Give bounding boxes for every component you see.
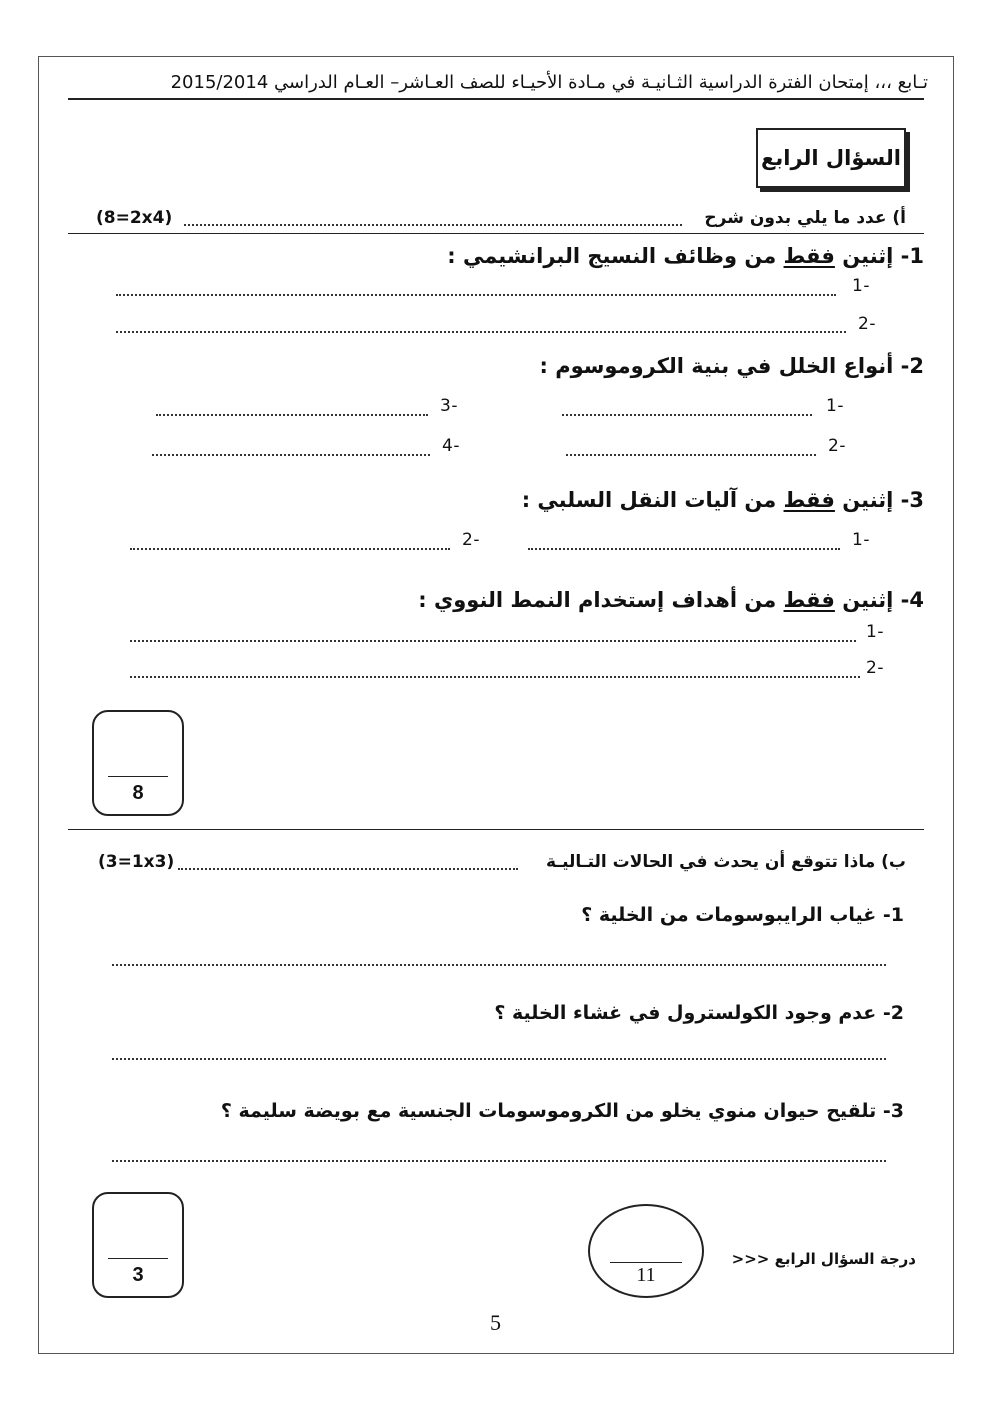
answer-field[interactable] (566, 454, 816, 456)
item-number: 2- (900, 354, 924, 378)
part-a-item-3 (522, 488, 924, 512)
item-prefix: إثنين (834, 244, 894, 268)
answer-label: -1 (866, 622, 884, 642)
item-text: عدم وجود الكولسترول في غشاء الخلية ؟ (494, 1002, 877, 1024)
part-a-points: (8=2x4) (96, 208, 173, 228)
answer-field[interactable] (130, 548, 450, 550)
total-score-label: درجة السؤال الرابع <<< (731, 1250, 916, 1268)
answer-field[interactable] (130, 640, 856, 642)
item-suffix: من أهداف إستخدام النمط النووي : (418, 588, 784, 612)
total-score: 11 (636, 1264, 656, 1286)
answer-label: -2 (858, 314, 876, 334)
score-divider (610, 1262, 682, 1263)
part-a-heading-dots (184, 224, 682, 226)
item-prefix: إثنين (834, 588, 894, 612)
item-emphasis: فقط (783, 588, 835, 612)
answer-field[interactable] (152, 454, 430, 456)
part-b-item-3 (221, 1100, 904, 1122)
part-b-item-1 (581, 904, 904, 926)
answer-label: -4 (442, 436, 460, 456)
item-emphasis: فقط (783, 244, 835, 268)
part-a-item-1 (447, 244, 924, 268)
item-suffix: من آليات النقل السلبي : (521, 488, 784, 512)
part-a-divider (68, 233, 924, 234)
answer-label: -1 (826, 396, 844, 416)
answer-field[interactable] (112, 1160, 886, 1162)
exam-header: تـابع ،،، إمتحان الفترة الدراسية الثـانيـة في مـادة الأحيـاء للصف العـاشر– العـام الدراسي 2015/2014 (170, 72, 928, 93)
item-number: 4- (900, 588, 924, 612)
answer-field[interactable] (116, 294, 836, 296)
item-number: 2- (882, 1002, 904, 1024)
question-title-box: السؤال الرابع (756, 128, 906, 188)
item-number: 3- (882, 1100, 904, 1122)
score-divider (108, 776, 168, 777)
part-a-item-4 (418, 588, 924, 612)
part-a-heading: أ) عدد ما يلي بدون شرح (704, 208, 906, 228)
header-divider (68, 98, 924, 100)
part-a-score-box (92, 710, 184, 816)
page-number: 5 (490, 1310, 501, 1335)
item-number: 3- (900, 488, 924, 512)
answer-label: -1 (852, 276, 870, 296)
part-b-heading: ب) ماذا تتوقع أن يحدث في الحالات التـاليـة (545, 852, 906, 872)
section-divider (68, 829, 924, 830)
answer-label: -2 (866, 658, 884, 678)
answer-label: -2 (828, 436, 846, 456)
answer-label: -2 (462, 530, 480, 550)
part-b-score: 3 (132, 1264, 144, 1286)
item-suffix: من وظائف النسيج البرانشيمي : (447, 244, 784, 268)
item-prefix: إثنين (834, 488, 894, 512)
part-a-score: 8 (132, 782, 144, 804)
answer-field[interactable] (156, 414, 428, 416)
item-text: غياب الرايبوسومات من الخلية ؟ (581, 904, 877, 926)
answer-label: -1 (852, 530, 870, 550)
answer-field[interactable] (116, 331, 846, 333)
answer-field[interactable] (528, 548, 840, 550)
item-number: 1- (882, 904, 904, 926)
answer-field[interactable] (562, 414, 812, 416)
part-b-heading-dots (178, 868, 518, 870)
answer-label: -3 (440, 396, 458, 416)
item-text: تلقيح حيوان منوي يخلو من الكروموسومات الجنسية مع بويضة سليمة ؟ (220, 1100, 877, 1122)
answer-field[interactable] (112, 964, 886, 966)
item-emphasis: فقط (783, 488, 835, 512)
part-b-points: (3=1x3) (98, 852, 175, 872)
answer-field[interactable] (130, 676, 860, 678)
score-divider (108, 1258, 168, 1259)
part-b-score-box (92, 1192, 184, 1298)
answer-field[interactable] (112, 1058, 886, 1060)
part-a-item-2 (540, 354, 925, 378)
total-score-circle (588, 1204, 704, 1298)
item-text: أنواع الخلل في بنية الكروموسوم : (539, 354, 894, 378)
part-b-item-2 (494, 1002, 904, 1024)
item-number: 1- (900, 244, 924, 268)
